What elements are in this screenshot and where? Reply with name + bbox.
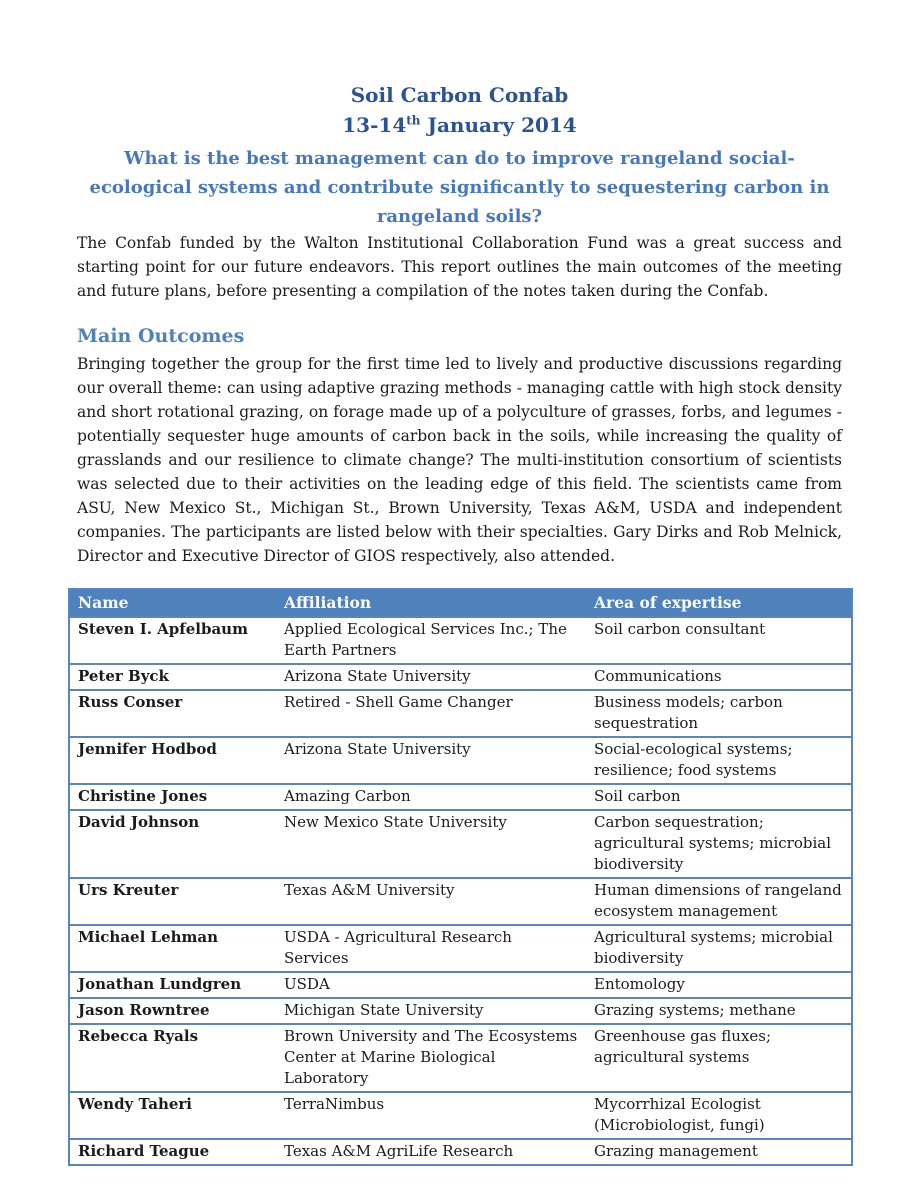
column-header-affiliation: Affiliation [276, 589, 586, 617]
participant-name: Peter Byck [78, 667, 169, 685]
participant-name: Rebecca Ryals [78, 1027, 199, 1045]
main-outcomes-paragraph: Bringing together the group for the first time led to lively and productive discussions regarding our overall theme: can using adaptive grazing methods - managing cattle with high stock density and short rotational grazing, on forage made up of a polyculture of grasses, forbs, and legumes - potentially sequester huge amounts of carbon back in the soils, while increasing the quality of grasslands and our resilience to climate change? The multi-institution consortium of scientists was selected due to their activities on the leading edge of this field. The scientists came from ASU, New Mexico St., Michigan St., Brown University, Texas A&M, USDA and independent companies. The participants are listed below with their specialties. Gary Dirks and Rob Melnick, Director and Executive Director of GIOS respectively, also attended. [77, 355, 842, 565]
participant-affiliation: USDA [284, 975, 330, 993]
participants-table-header [69, 589, 852, 617]
participant-expertise: Communications [594, 667, 722, 685]
participant-affiliation: Michigan State University [284, 1001, 484, 1019]
table-row [69, 878, 852, 925]
participant-affiliation: Brown University and The Ecosystems Center at Marine Biological Laboratory [284, 1027, 578, 1087]
section-heading-main-outcomes: Main Outcomes [77, 325, 245, 347]
table-row [69, 1139, 852, 1165]
table-row [69, 972, 852, 998]
date-prefix: 13-14 [342, 113, 407, 137]
participant-expertise: Greenhouse gas fluxes; agricultural systems [594, 1027, 772, 1066]
table-row [69, 925, 852, 972]
participant-expertise: Business models; carbon sequestration [594, 693, 783, 732]
participant-affiliation: USDA - Agricultural Research Services [284, 928, 512, 967]
participants-table-body [69, 617, 852, 1165]
column-header-area-of-expertise: Area of expertise [586, 589, 852, 617]
participant-affiliation: Texas A&M University [284, 881, 455, 899]
participant-name: Urs Kreuter [78, 881, 179, 899]
participant-name: Jonathan Lundgren [78, 975, 242, 993]
participants-table [68, 588, 853, 1166]
participant-name: Jason Rowntree [78, 1001, 210, 1019]
participant-affiliation: Arizona State University [284, 740, 471, 758]
header-row [69, 589, 852, 617]
participant-name: David Johnson [78, 813, 200, 831]
participant-affiliation: TerraNimbus [284, 1095, 385, 1113]
participant-expertise: Human dimensions of rangeland ecosystem management [594, 881, 842, 920]
participant-expertise: Grazing management [594, 1142, 758, 1160]
participant-name: Russ Conser [78, 693, 183, 711]
table-row [69, 690, 852, 737]
participant-expertise: Agricultural systems; microbial biodiversity [594, 928, 833, 967]
participant-affiliation: New Mexico State University [284, 813, 507, 831]
date-ordinal-superscript: th [406, 113, 421, 128]
participant-name: Jennifer Hodbod [78, 740, 217, 758]
date-suffix: January 2014 [420, 113, 577, 137]
table-row [69, 784, 852, 810]
document-subtitle-question: What is the best management can do to improve rangeland social-ecological systems and contribute significantly to sequestering carbon in rangeland soils? [89, 148, 830, 227]
participant-expertise: Carbon sequestration; agricultural systems; microbial biodiversity [594, 813, 832, 873]
participant-expertise: Grazing systems; methane [594, 1001, 796, 1019]
participant-affiliation: Texas A&M AgriLife Research [284, 1142, 514, 1160]
table-row [69, 737, 852, 784]
participant-affiliation: Arizona State University [284, 667, 471, 685]
participant-affiliation: Amazing Carbon [284, 787, 411, 805]
participant-name: Wendy Taheri [78, 1095, 192, 1113]
participant-expertise: Social-ecological systems; resilience; food systems [594, 740, 793, 779]
table-row [69, 810, 852, 878]
participant-expertise: Soil carbon consultant [594, 620, 766, 638]
table-row [69, 664, 852, 690]
participant-name: Christine Jones [78, 787, 208, 805]
page-title: Soil Carbon Confab [350, 83, 569, 107]
participant-expertise: Entomology [594, 975, 685, 993]
table-row [69, 1024, 852, 1092]
intro-paragraph: The Confab funded by the Walton Institutional Collaboration Fund was a great success and starting point for our future endeavors. This report outlines the main outcomes of the meeting and future plans, before presenting a compilation of the notes taken during the Confab. [77, 234, 842, 300]
participant-affiliation: Retired - Shell Game Changer [284, 693, 513, 711]
participant-expertise: Mycorrhizal Ecologist (Microbiologist, fungi) [594, 1095, 765, 1134]
table-row [69, 617, 852, 664]
participant-name: Richard Teague [78, 1142, 210, 1160]
column-header-name: Name [69, 589, 276, 617]
table-row [69, 998, 852, 1024]
participant-name: Steven I. Apfelbaum [78, 620, 248, 638]
participant-expertise: Soil carbon [594, 787, 681, 805]
participant-name: Michael Lehman [78, 928, 219, 946]
document-date [77, 110, 842, 140]
participant-affiliation: Applied Ecological Services Inc.; The Earth Partners [284, 620, 567, 659]
table-row [69, 1092, 852, 1139]
